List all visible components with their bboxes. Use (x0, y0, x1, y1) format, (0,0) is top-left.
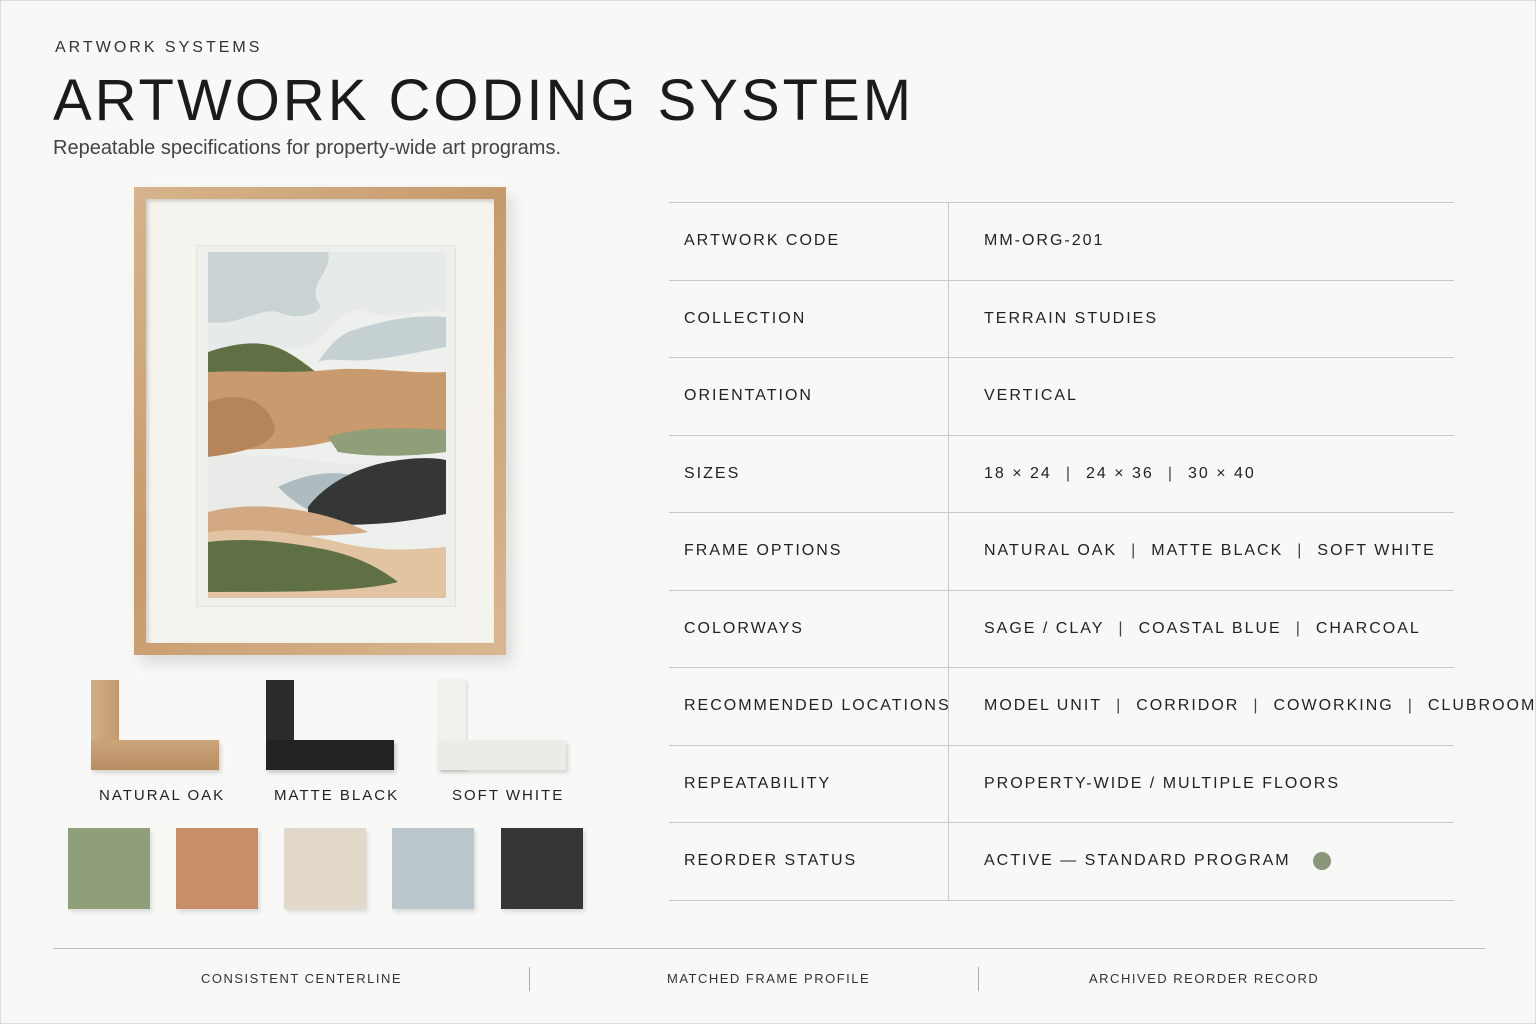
spec-key: ARTWORK CODE (684, 232, 841, 250)
spec-value-item: CLUBROOM (1427, 697, 1536, 715)
spec-key: REORDER STATUS (684, 852, 858, 870)
value-separator: | (1131, 542, 1138, 560)
spec-value-item: SAGE / CLAY (984, 619, 1105, 637)
value-separator: | (1295, 619, 1302, 637)
value-separator: | (1065, 464, 1072, 482)
swatch-sand (284, 828, 366, 909)
value-separator: | (1118, 619, 1125, 637)
frame-sample-soft-white (438, 680, 568, 770)
footer-item-centerline: CONSISTENT CENTERLINE (201, 971, 403, 986)
spec-value (984, 203, 1104, 280)
spec-row (669, 358, 1454, 436)
spec-value-item: VERTICAL (984, 387, 1078, 405)
spec-row (669, 823, 1454, 901)
spec-row (669, 281, 1454, 359)
spec-key: RECOMMENDED LOCATIONS (684, 697, 951, 715)
frame-label-natural-oak: NATURAL OAK (99, 787, 226, 804)
spec-key: REPEATABILITY (684, 774, 832, 792)
spec-key: ORIENTATION (684, 387, 813, 405)
swatch-charcoal (501, 828, 583, 909)
value-separator: | (1167, 464, 1174, 482)
spec-row (669, 746, 1454, 824)
frame-sample-matte-black (266, 680, 396, 770)
spec-value-item: ACTIVE — STANDARD PROGRAM (984, 852, 1291, 870)
frame-label-matte-black: MATTE BLACK (274, 787, 400, 804)
framed-artwork (134, 187, 506, 655)
spec-value-item: 24 × 36 (1085, 464, 1154, 482)
spec-row (669, 591, 1454, 669)
spec-row (669, 203, 1454, 281)
footer-item-frame-profile: MATCHED FRAME PROFILE (667, 971, 871, 986)
spec-key: COLLECTION (684, 309, 807, 327)
footer-item-reorder-record: ARCHIVED REORDER RECORD (1089, 971, 1320, 986)
spec-value (984, 823, 1331, 900)
spec-value-item: 30 × 40 (1187, 464, 1256, 482)
spec-value-item: COASTAL BLUE (1138, 619, 1282, 637)
value-separator: | (1297, 542, 1304, 560)
spec-value-item: CHARCOAL (1315, 619, 1421, 637)
spec-value-item: MM-ORG-201 (984, 232, 1105, 250)
artwork-print (197, 246, 455, 606)
spec-value (984, 591, 1421, 668)
swatch-clay (176, 828, 258, 909)
spec-key: SIZES (684, 464, 741, 482)
frame-sample-natural-oak (91, 680, 221, 770)
footer-separator (529, 967, 530, 991)
spec-value (984, 281, 1158, 358)
spec-value-item: PROPERTY-WIDE / MULTIPLE FLOORS (984, 774, 1340, 792)
spec-value (984, 358, 1078, 435)
spec-value-item: TERRAIN STUDIES (984, 309, 1159, 327)
spec-value (984, 436, 1256, 513)
frame-label-soft-white: SOFT WHITE (452, 787, 565, 804)
spec-key: COLORWAYS (684, 619, 804, 637)
landscape-artwork (208, 252, 446, 598)
spec-value-item: SOFT WHITE (1317, 542, 1436, 560)
swatch-coastal-blue (392, 828, 474, 909)
spec-row (669, 668, 1536, 746)
value-separator: | (1116, 697, 1123, 715)
status-dot-icon (1313, 852, 1331, 870)
spec-value (984, 668, 1536, 745)
spec-value-item: CORRIDOR (1136, 697, 1240, 715)
page-title: ARTWORK CODING SYSTEM (53, 68, 915, 133)
spec-value-item: MATTE BLACK (1151, 542, 1284, 560)
eyebrow: ARTWORK SYSTEMS (55, 39, 263, 56)
footer-rule (53, 948, 1485, 949)
frame-mat (146, 199, 494, 643)
spec-value (984, 746, 1340, 823)
value-separator: | (1253, 697, 1260, 715)
page-subtitle: Repeatable specifications for property-wide art programs. (53, 137, 562, 159)
spec-key: FRAME OPTIONS (684, 542, 843, 560)
value-separator: | (1407, 697, 1414, 715)
spec-value-item: MODEL UNIT (984, 697, 1103, 715)
spec-row (669, 436, 1454, 514)
swatch-sage (68, 828, 150, 909)
spec-value-item: 18 × 24 (984, 464, 1052, 482)
spec-value-item: NATURAL OAK (984, 542, 1118, 560)
footer-separator (978, 967, 979, 991)
spec-table (669, 202, 1536, 901)
spec-row (669, 513, 1454, 591)
spec-value (984, 513, 1436, 590)
spec-value-item: COWORKING (1273, 697, 1394, 715)
